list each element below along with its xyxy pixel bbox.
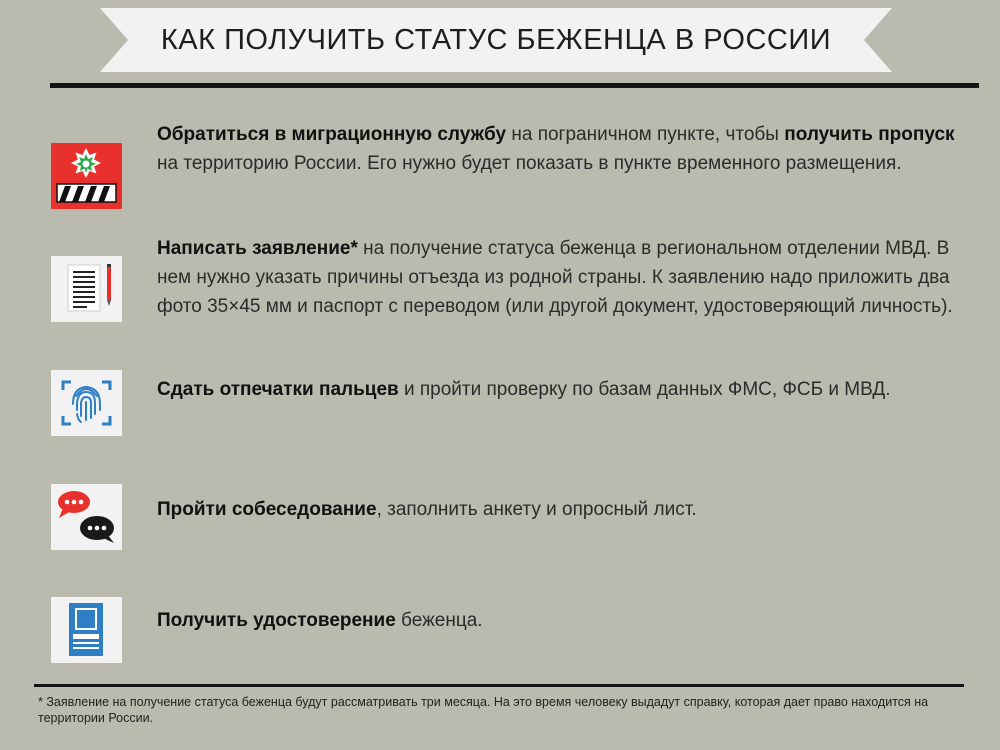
border-checkpoint-icon bbox=[51, 143, 122, 209]
footer-divider bbox=[34, 684, 964, 687]
step-regular-text: на пограничном пункте, чтобы bbox=[506, 124, 785, 145]
step-bold-text: Получить удостоверение bbox=[157, 610, 396, 631]
step-regular-text: на получение статуса беженца в региональном отделении МВД. В нем нужно указать причины отъезда из родной страны. К заявлению надо приложить два фото 35×45 мм и паспорт с переводом (или другой документ, удостоверяющий личность). bbox=[157, 238, 953, 317]
step-text bbox=[157, 495, 957, 524]
step-bold-text: Написать заявление* bbox=[157, 238, 358, 259]
certificate-id-icon bbox=[51, 597, 122, 663]
page-title: КАК ПОЛУЧИТЬ СТАТУС БЕЖЕНЦА В РОССИИ bbox=[160, 24, 832, 56]
title-banner bbox=[100, 8, 892, 72]
step-text bbox=[157, 606, 957, 635]
footnote: * Заявление на получение статуса беженца будут рассматривать три месяца. На это время человеку выдадут справку, которая дает право находится на территории России. bbox=[38, 695, 929, 725]
step-text bbox=[157, 375, 957, 404]
step-bold-text: Сдать отпечатки пальцев bbox=[157, 379, 399, 400]
step-regular-text: и пройти проверку по базам данных ФМС, ФСБ и МВД. bbox=[398, 379, 891, 400]
fingerprint-icon bbox=[51, 370, 122, 436]
application-document-icon bbox=[51, 256, 122, 322]
step-bold-text: Пройти собеседование bbox=[157, 499, 377, 520]
interview-chat-icon bbox=[51, 484, 122, 550]
step-bold-text: получить пропуск bbox=[784, 124, 955, 145]
step-text bbox=[157, 120, 957, 178]
step-bold-text: Обратиться в миграционную службу bbox=[157, 124, 507, 145]
step-text bbox=[157, 234, 957, 321]
step-regular-text: на территорию России. Его нужно будет показать в пункте временного размещения. bbox=[157, 153, 902, 174]
step-regular-text: беженца. bbox=[395, 610, 483, 631]
step-regular-text: , заполнить анкету и опросный лист. bbox=[376, 499, 697, 520]
header-divider bbox=[50, 83, 979, 88]
